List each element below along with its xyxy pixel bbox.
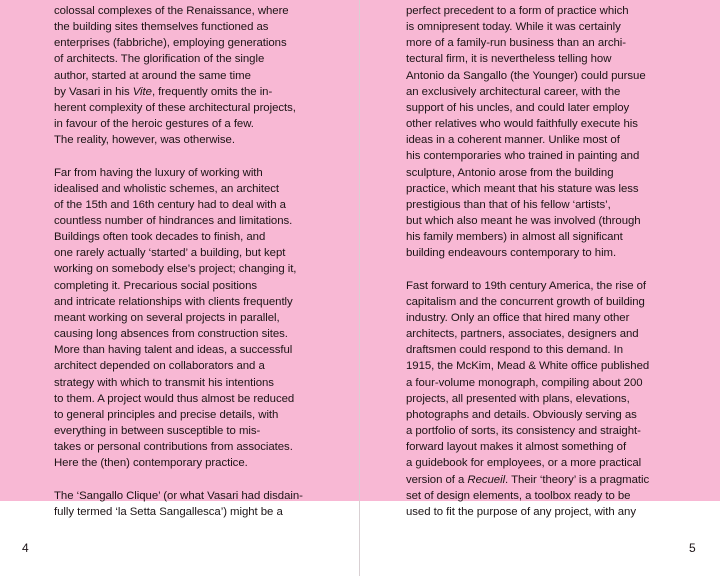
text-line: [54, 488, 326, 504]
text-line: [406, 439, 686, 455]
italic-title: Vite: [132, 85, 152, 98]
text-line: [54, 3, 326, 19]
text-run: 1915, the McKim, Mead & White office published: [406, 360, 650, 373]
text-run: sculpture, Antonio arose from the building: [406, 166, 614, 179]
text-run: his family members) in almost all significant: [406, 231, 623, 244]
text-line: [54, 439, 326, 455]
text-line: [406, 504, 686, 520]
text-run: ideas in a coherent manner. Unlike most of: [406, 134, 620, 147]
text-line: [54, 68, 326, 84]
text-run: fully termed ‘la Setta Sangallesca’) might be a: [54, 505, 283, 518]
text-line: [406, 116, 686, 132]
page-number-left: 4: [22, 541, 29, 555]
text-run: completing it. Precarious social positions: [54, 279, 258, 292]
text-run: everything in between susceptible to mis-: [54, 425, 261, 438]
text-line: [406, 391, 686, 407]
text-line: [54, 181, 326, 197]
text-run: forward layout makes it almost something of: [406, 441, 627, 454]
text-run: Buildings often took decades to finish, and: [54, 231, 266, 244]
text-line: [406, 472, 686, 488]
text-run: practice, which meant that his stature was less: [406, 182, 639, 195]
text-run: one rarely actually ‘started’ a building, but kept: [54, 247, 286, 260]
text-run: Antonio da Sangallo (the Younger) could pursue: [406, 69, 646, 82]
text-run: but which also meant he was involved (through: [406, 215, 641, 228]
paragraph: [54, 3, 326, 148]
text-line: [54, 326, 326, 342]
text-line: [406, 488, 686, 504]
text-line: [406, 245, 686, 261]
text-line: [406, 148, 686, 164]
text-run: the building sites themselves functioned as: [54, 21, 269, 34]
text-run: more of a family-run business than an archi-: [406, 37, 627, 50]
paragraph: [54, 165, 326, 472]
text-run: other relatives who would faithfully execute his: [406, 118, 638, 131]
text-line: [406, 407, 686, 423]
text-line: [406, 326, 686, 342]
text-run: of architects. The glorification of the single: [54, 53, 265, 66]
text-line: [54, 132, 326, 148]
left-page-text: [54, 3, 326, 536]
text-run: of the 15th and 16th century had to deal with a: [54, 198, 286, 211]
text-line: [406, 342, 686, 358]
text-run: colossal complexes of the Renaissance, where: [54, 5, 289, 17]
text-run: More than having talent and ideas, a successful: [54, 344, 293, 357]
text-line: [406, 213, 686, 229]
text-run: . Their ‘theory’ is a pragmatic: [505, 473, 650, 486]
text-run: capitalism and the concurrent growth of building: [406, 295, 645, 308]
text-run: and intricate relationships with clients frequently: [54, 295, 293, 308]
text-run: Far from having the luxury of working with: [54, 166, 263, 179]
text-run: version of a: [406, 473, 468, 486]
text-run: working on somebody else’s project; changing it,: [54, 263, 297, 276]
text-line: [54, 51, 326, 67]
text-line: [54, 245, 326, 261]
text-line: [406, 35, 686, 51]
text-line: [54, 19, 326, 35]
page-number-right: 5: [689, 541, 696, 555]
text-run: by Vasari in his: [54, 85, 133, 98]
text-line: [406, 358, 686, 374]
text-run: building endeavours contemporary to him.: [406, 247, 617, 260]
text-run: support of his uncles, and could later employ: [406, 101, 630, 114]
text-line: [54, 310, 326, 326]
text-line: [406, 375, 686, 391]
text-line: [406, 84, 686, 100]
text-run: herent complexity of these architectural projects,: [54, 101, 296, 114]
text-line: [406, 181, 686, 197]
text-line: [54, 391, 326, 407]
text-line: [406, 197, 686, 213]
text-run: countless number of hindrances and limitations.: [54, 215, 293, 228]
text-run: strategy with which to transmit his intentions: [54, 376, 274, 389]
text-run: photographs and details. Obviously serving as: [406, 408, 637, 421]
right-page-text: [406, 3, 686, 536]
text-run: , frequently omits the in-: [151, 85, 273, 98]
text-line: [406, 68, 686, 84]
text-run: The ‘Sangallo Clique’ (or what Vasari had disdain-: [54, 489, 303, 502]
text-line: [54, 197, 326, 213]
text-run: tectural firm, it is nevertheless telling how: [406, 53, 612, 66]
italic-title: Recueil: [467, 473, 506, 486]
text-run: projects, all presented with plans, elevations,: [406, 392, 630, 405]
paragraph: [54, 488, 326, 520]
text-run: a portfolio of sorts, its consistency and straight-: [406, 425, 641, 438]
text-line: [406, 3, 686, 19]
text-line: [406, 423, 686, 439]
text-run: meant working on several projects in parallel,: [54, 311, 280, 324]
text-run: enterprises (fabbriche), employing generations: [54, 37, 287, 50]
text-line: [54, 278, 326, 294]
text-run: a guidebook for employees, or a more practical: [406, 457, 642, 470]
text-line: [54, 100, 326, 116]
text-line: [54, 294, 326, 310]
text-line: [406, 310, 686, 326]
text-line: [54, 261, 326, 277]
text-run: draftsmen could respond to this demand. In: [406, 344, 623, 357]
text-line: [54, 504, 326, 520]
text-run: prestigious than that of his fellow ‘artists’,: [406, 198, 611, 211]
text-line: [406, 294, 686, 310]
text-line: [406, 51, 686, 67]
text-line: [54, 35, 326, 51]
text-line: [54, 342, 326, 358]
text-line: [54, 423, 326, 439]
text-line: [54, 455, 326, 471]
text-run: a four-volume monograph, compiling about 200: [406, 376, 643, 389]
text-run: The reality, however, was otherwise.: [54, 134, 235, 147]
text-line: [406, 132, 686, 148]
text-run: idealised and wholistic schemes, an architect: [54, 182, 280, 195]
text-line: [54, 407, 326, 423]
text-line: [406, 278, 686, 294]
text-run: architects, partners, associates, designers and: [406, 328, 639, 341]
text-run: perfect precedent to a form of practice which: [406, 5, 629, 17]
text-run: architect depended on collaborators and a: [54, 360, 265, 373]
text-run: to them. A project would thus almost be reduced: [54, 392, 295, 405]
text-run: in favour of the heroic gestures of a few.: [54, 118, 254, 131]
text-line: [406, 19, 686, 35]
text-run: author, started at around the same time: [54, 69, 251, 82]
text-line: [54, 213, 326, 229]
text-line: [54, 116, 326, 132]
text-run: Fast forward to 19th century America, the rise of: [406, 279, 647, 292]
text-run: causing long absences from construction sites.: [54, 328, 288, 341]
text-line: [406, 455, 686, 471]
text-line: [54, 165, 326, 181]
right-page: [360, 0, 720, 576]
text-line: [54, 84, 326, 100]
text-run: used to fit the purpose of any project, with any: [406, 505, 636, 518]
text-line: [54, 375, 326, 391]
text-run: industry. Only an office that hired many other: [406, 311, 630, 324]
text-line: [54, 229, 326, 245]
text-line: [54, 358, 326, 374]
paragraph: [406, 278, 686, 520]
text-run: Here the (then) contemporary practice.: [54, 457, 248, 470]
text-run: an exclusively architectural career, with the: [406, 85, 621, 98]
text-line: [406, 165, 686, 181]
text-line: [406, 100, 686, 116]
paragraph: [406, 3, 686, 262]
text-run: takes or personal contributions from associates.: [54, 441, 293, 454]
text-line: [406, 229, 686, 245]
text-run: is omnipresent today. While it was certainly: [406, 21, 621, 34]
text-run: his contemporaries who trained in painting and: [406, 150, 640, 163]
text-run: set of design elements, a toolbox ready to be: [406, 489, 631, 502]
text-run: to general principles and precise details, with: [54, 408, 279, 421]
